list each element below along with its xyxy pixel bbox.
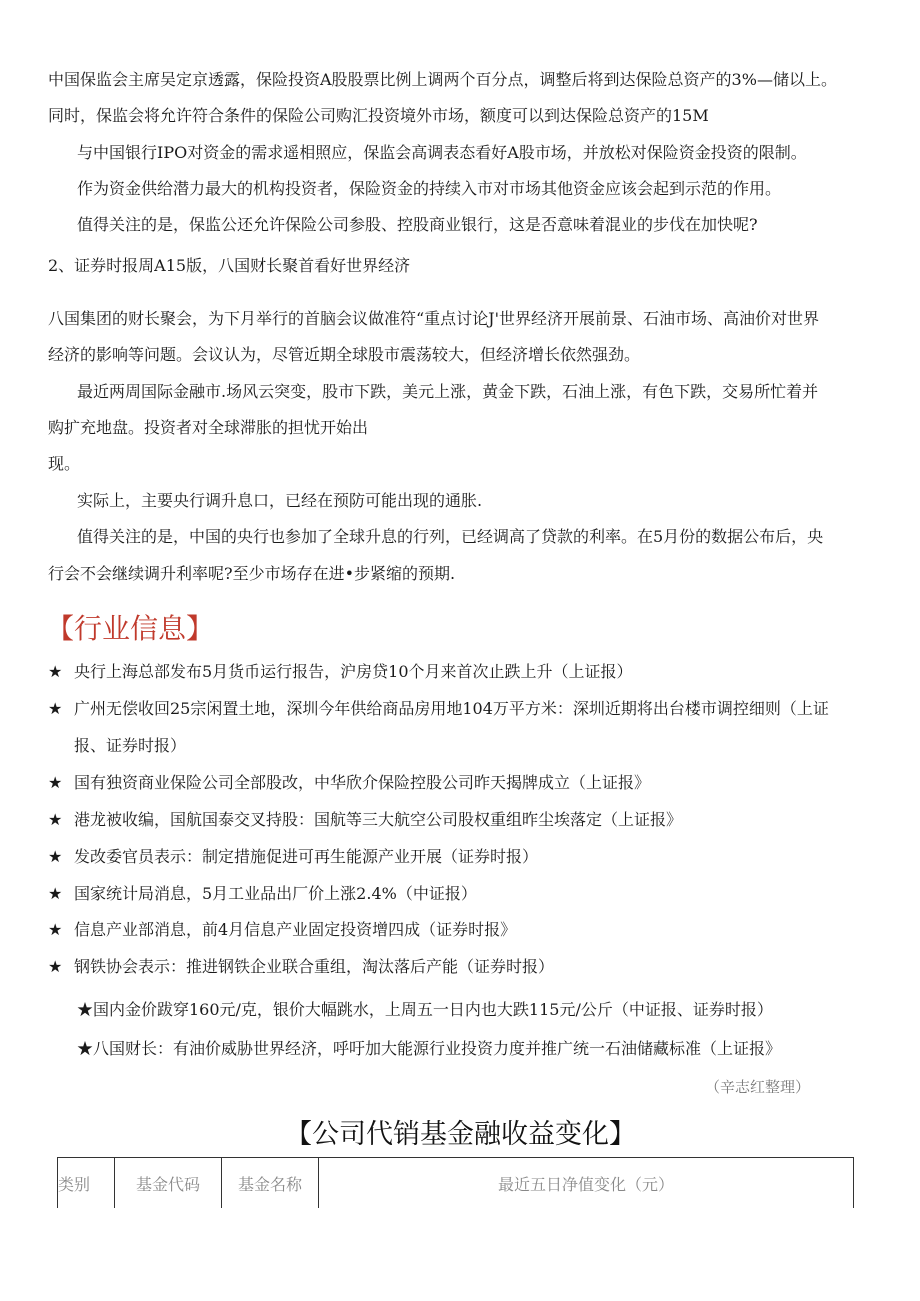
list-item: ★ 发改委官员表示：制定措施促进可再生能源产业开展（证券时报） [48,847,539,866]
star-icon: ★ [48,773,63,792]
list-item: ★ 广州无偿收回25宗闲置土地，深圳今年供给商品房用地104万平方米：深圳近期将出台楼市调控细则（上证 [48,699,829,718]
fund-table [57,1157,854,1208]
header-nav-change: 最近五日净值变化（元） [319,1158,854,1209]
star-icon: ★ [48,957,63,976]
paragraph-line: 作为资金供给潜力最大的机构投资者，保险资金的持续入市对市场其他资金应该会起到示范的作用。 [77,179,782,198]
star-icon: ★ [48,699,63,718]
header-fund-code: 基金代码 [115,1158,222,1209]
list-item: ★ 港龙被收编，国航国泰交叉持股：国航等三大航空公司股权重组昨尘埃落定（上证报》 [48,810,683,829]
paragraph-line: 值得关注的是，中国的央行也参加了全球升息的行列，已经调高了贷款的利率。在5月份的数据公布后，央 [77,527,824,546]
list-item-continuation: 报、证券时报） [74,736,187,755]
paragraph-line: 中国保监会主席吴定京透露，保险投资A股股票比例上调两个百分点，调整后将到达保险总资产的3%—储以上。 [48,70,837,89]
paragraph-line: 最近两周国际金融市.场风云突变，股市下跌，美元上涨，黄金下跌，石油上涨，有色下跌，交易所忙着并 [77,382,819,401]
editor-credit: （辛志红整理） [704,1078,810,1096]
paragraph-line: 同时，保监会将允许符合条件的保险公司购汇投资境外市场，额度可以到达保险总资产的15M [48,106,709,125]
list-item: ★ 信息产业部消息，前4月信息产业固定投资增四成（证券时报》 [48,920,517,939]
list-item-extra: ★八国财长：有油价威胁世界经济，呼吁加大能源行业投资力度并推广统一石油储藏标准（上证报》 [77,1039,782,1058]
header-fund-name: 基金名称 [222,1158,319,1209]
fund-section-heading: 【公司代销基金融收益变化】 [285,1119,636,1150]
star-icon: ★ [48,920,63,939]
header-category: 类别 [58,1158,115,1209]
star-icon: ★ [48,847,63,866]
list-item: ★ 国家统计局消息，5月工业品出厂价上涨2.4%（中证报） [48,884,477,903]
star-icon: ★ [48,884,63,903]
list-item-extra: ★国内金价跋穿160元/克，银价大幅跳水，上周五一日内也大跌115元/公斤（中证报、证券时报） [77,1000,773,1019]
paragraph-line: 现。 [48,454,81,473]
paragraph-line: 经济的影响等问题。会议认为，尽管近期全球股市震荡较大，但经济增长依然强劲。 [48,345,641,364]
list-item: ★ 钢铁协会表示：推进钢铁企业联合重组，淘汰落后产能（证券时报） [48,957,555,976]
list-item: ★ 央行上海总部发布5月货币运行报告，沪房贷10个月来首次止跌上升（上证报） [48,662,633,681]
numbered-item-heading: 2、证券时报周A15版，八国财长聚首看好世界经济 [48,256,411,275]
paragraph-line: 八国集团的财长聚会，为下月举行的首脑会议做准符“重点讨论J'世界经济开展前景、石油市场、高油价对世界 [48,309,819,328]
paragraph-line: 购扩充地盘。投资者对全球滞胀的担忧开始出 [48,418,369,437]
industry-info-heading: 【行业信息】 [46,612,215,645]
paragraph-line: 实际上，主要央行调升息口，已经在预防可能出现的通胀. [77,491,483,510]
table-header-row [58,1158,854,1209]
list-item: ★ 国有独资商业保险公司全部股改，中华欣介保险控股公司昨天揭牌成立（上证报》 [48,773,651,792]
paragraph-line: 值得关注的是，保监公还允许保险公司参股、控股商业银行，这是否意味着混业的步伐在加快呢? [77,215,758,234]
star-icon: ★ [48,662,63,681]
paragraph-line: 行会不会继续调升利率呢?至少市场存在进•步紧缩的预期. [48,564,456,583]
star-icon: ★ [48,810,63,829]
paragraph-line: 与中国银行IPO对资金的需求遥相照应，保监会高调表态看好A股市场，并放松对保险资金投资的限制。 [77,143,807,162]
